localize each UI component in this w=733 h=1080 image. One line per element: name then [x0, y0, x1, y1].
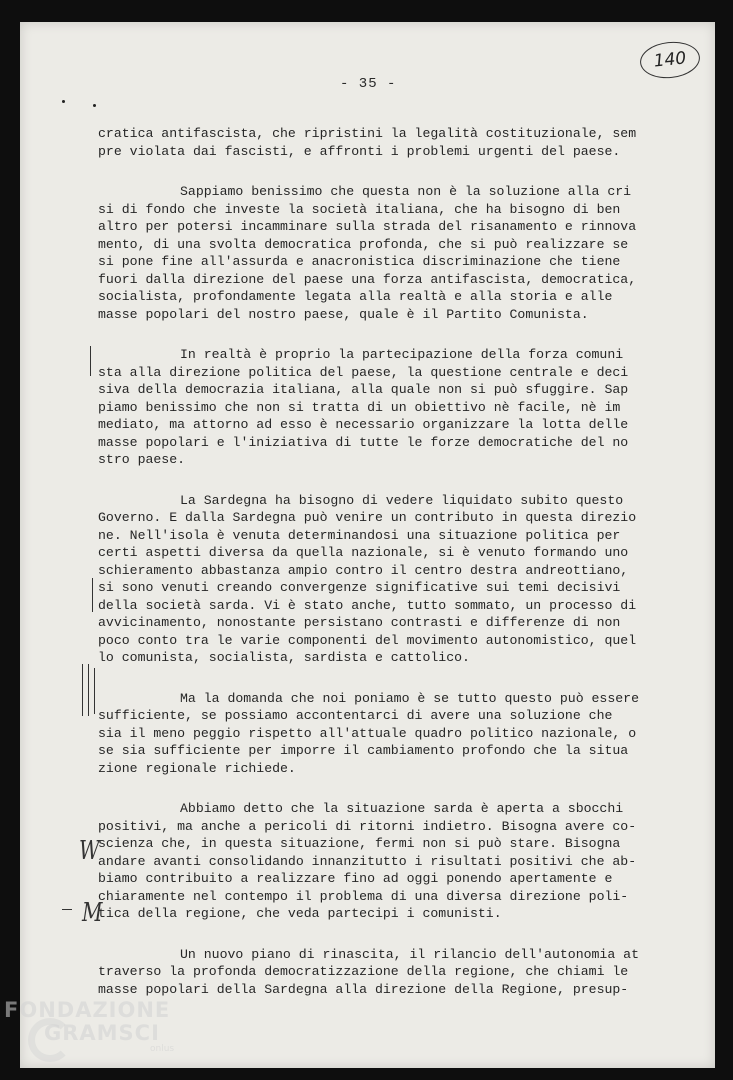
text-line: pre violata dai fascisti, e affronti i problemi urgenti del paese.: [98, 143, 621, 159]
watermark-line2: GRAMSCI: [44, 1021, 160, 1045]
typewritten-body: [98, 125, 663, 1021]
text-line: biamo contribuito a realizzare fino ad oggi ponendo apertamente e: [98, 871, 613, 886]
text-line: fuori dalla direzione del paese una forza antifascista, democratica,: [98, 271, 637, 287]
watermark-line3: onlus: [150, 1044, 175, 1054]
text-line: socialista, profondamente legata alla realtà e alla storia e alle: [98, 289, 613, 304]
text-line: sia il meno peggio rispetto all'attuale quadro politico nazionale, o: [98, 725, 637, 741]
paragraph: [98, 346, 663, 469]
page-number: - 35 -: [340, 76, 397, 92]
text-line: piamo benissimo che non si tratta di un obiettivo nè facile, nè im: [98, 399, 621, 415]
text-line: tica della regione, che veda partecipi i comunisti.: [98, 906, 502, 921]
text-line: della società sarda. Vi è stato anche, tutto sommato, un processo di: [98, 597, 637, 613]
watermark-line1: FONDAZIONE: [4, 998, 171, 1022]
text-line: se sia sufficiente per imporre il cambiamento profondo che la situa: [98, 743, 629, 758]
text-line: certi aspetti diversa da quella nazionale, si è venuto formando uno: [98, 545, 629, 560]
text-line: lo comunista, socialista, sardista e cattolico.: [98, 650, 470, 665]
text-line: poco conto tra le varie componenti del movimento autonomistico, quel: [98, 632, 637, 648]
text-line: Ma la domanda che noi poniamo è se tutto questo può essere: [180, 690, 639, 706]
text-line: ne. Nell'isola è venuta determinandosi una situazione politica per: [98, 527, 621, 543]
watermark-logo: [4, 1000, 174, 1054]
margin-scribble-mark: M: [82, 896, 103, 928]
margin-line-mark: [88, 664, 89, 716]
text-line: In realtà è proprio la partecipazione della forza comuni: [180, 347, 624, 362]
text-line: mento, di una svolta democratica profonda, che si può realizzare se: [98, 236, 629, 252]
text-line: avvicinamento, nonostante persistano contrasti e differenze di non: [98, 615, 621, 630]
paragraph: [98, 183, 663, 323]
text-line: Governo. E dalla Sardegna può venire un contributo in questa direzio: [98, 510, 637, 525]
ink-dot: [93, 104, 96, 107]
text-line: si di fondo che investe la società italiana, che ha bisogno di ben: [98, 201, 621, 217]
text-line: sta alla direzione politica del paese, la questione centrale e deci: [98, 364, 629, 380]
text-line: cratica antifascista, che ripristini la legalità costituzionale, sem: [98, 126, 637, 141]
text-line: masse popolari del nostro paese, quale è il Partito Comunista.: [98, 306, 589, 322]
paragraph: [98, 690, 663, 778]
margin-line-mark: [90, 346, 91, 376]
margin-scribble-mark: W: [79, 834, 100, 866]
archive-number-stamp: 140: [638, 39, 701, 81]
paragraph: [98, 800, 663, 923]
paragraph: [98, 492, 663, 667]
text-line: Abbiamo detto che la situazione sarda è aperta a sbocchi: [180, 801, 624, 816]
margin-line-mark: [92, 578, 93, 612]
ink-dot: [62, 100, 65, 103]
text-line: masse popolari della Sardegna alla direzione della Regione, presup-: [98, 981, 629, 997]
text-line: masse popolari e l'iniziativa di tutte le forze democratiche del no: [98, 434, 629, 450]
text-line: positivi, ma anche a pericoli di ritorni indietro. Bisogna avere co-: [98, 818, 637, 834]
text-line: traverso la profonda democratizzazione della regione, che chiami le: [98, 964, 629, 979]
text-line: stro paese.: [98, 452, 186, 467]
text-line: siva della democrazia italiana, alla quale non si può sfuggire. Sap: [98, 382, 629, 397]
text-line: schieramento abbastanza ampio contro il centro destra andreottiano,: [98, 562, 629, 578]
margin-dash-mark: [62, 909, 72, 910]
margin-line-mark: [94, 668, 95, 714]
text-line: zione regionale richiede.: [98, 760, 296, 776]
paragraph: [98, 125, 663, 160]
margin-line-mark: [82, 664, 83, 716]
text-line: andare avanti consolidando innanzitutto i risultati positivi che ab-: [98, 853, 637, 869]
text-line: mediato, ma attorno ad esso è necessario organizzare la lotta delle: [98, 417, 629, 432]
text-line: altro per potersi incamminare sulla strada del risanamento e rinnova: [98, 219, 637, 234]
text-line: si sono venuti creando convergenze significative sui temi decisivi: [98, 580, 621, 595]
text-line: sufficiente, se possiamo accontentarci di avere una soluzione che: [98, 708, 613, 723]
text-line: chiaramente nel contempo il problema di una diversa direzione poli-: [98, 888, 629, 904]
paragraph: [98, 946, 663, 999]
text-line: Un nuovo piano di rinascita, il rilancio dell'autonomia at: [180, 946, 639, 962]
text-line: si pone fine all'assurda e anacronistica discriminazione che tiene: [98, 254, 621, 269]
text-line: La Sardegna ha bisogno di vedere liquidato subito questo: [180, 492, 624, 508]
text-line: Sappiamo benissimo che questa non è la soluzione alla cri: [180, 184, 632, 199]
text-line: scienza che, in questa situazione, fermi non si può stare. Bisogna: [98, 836, 621, 851]
